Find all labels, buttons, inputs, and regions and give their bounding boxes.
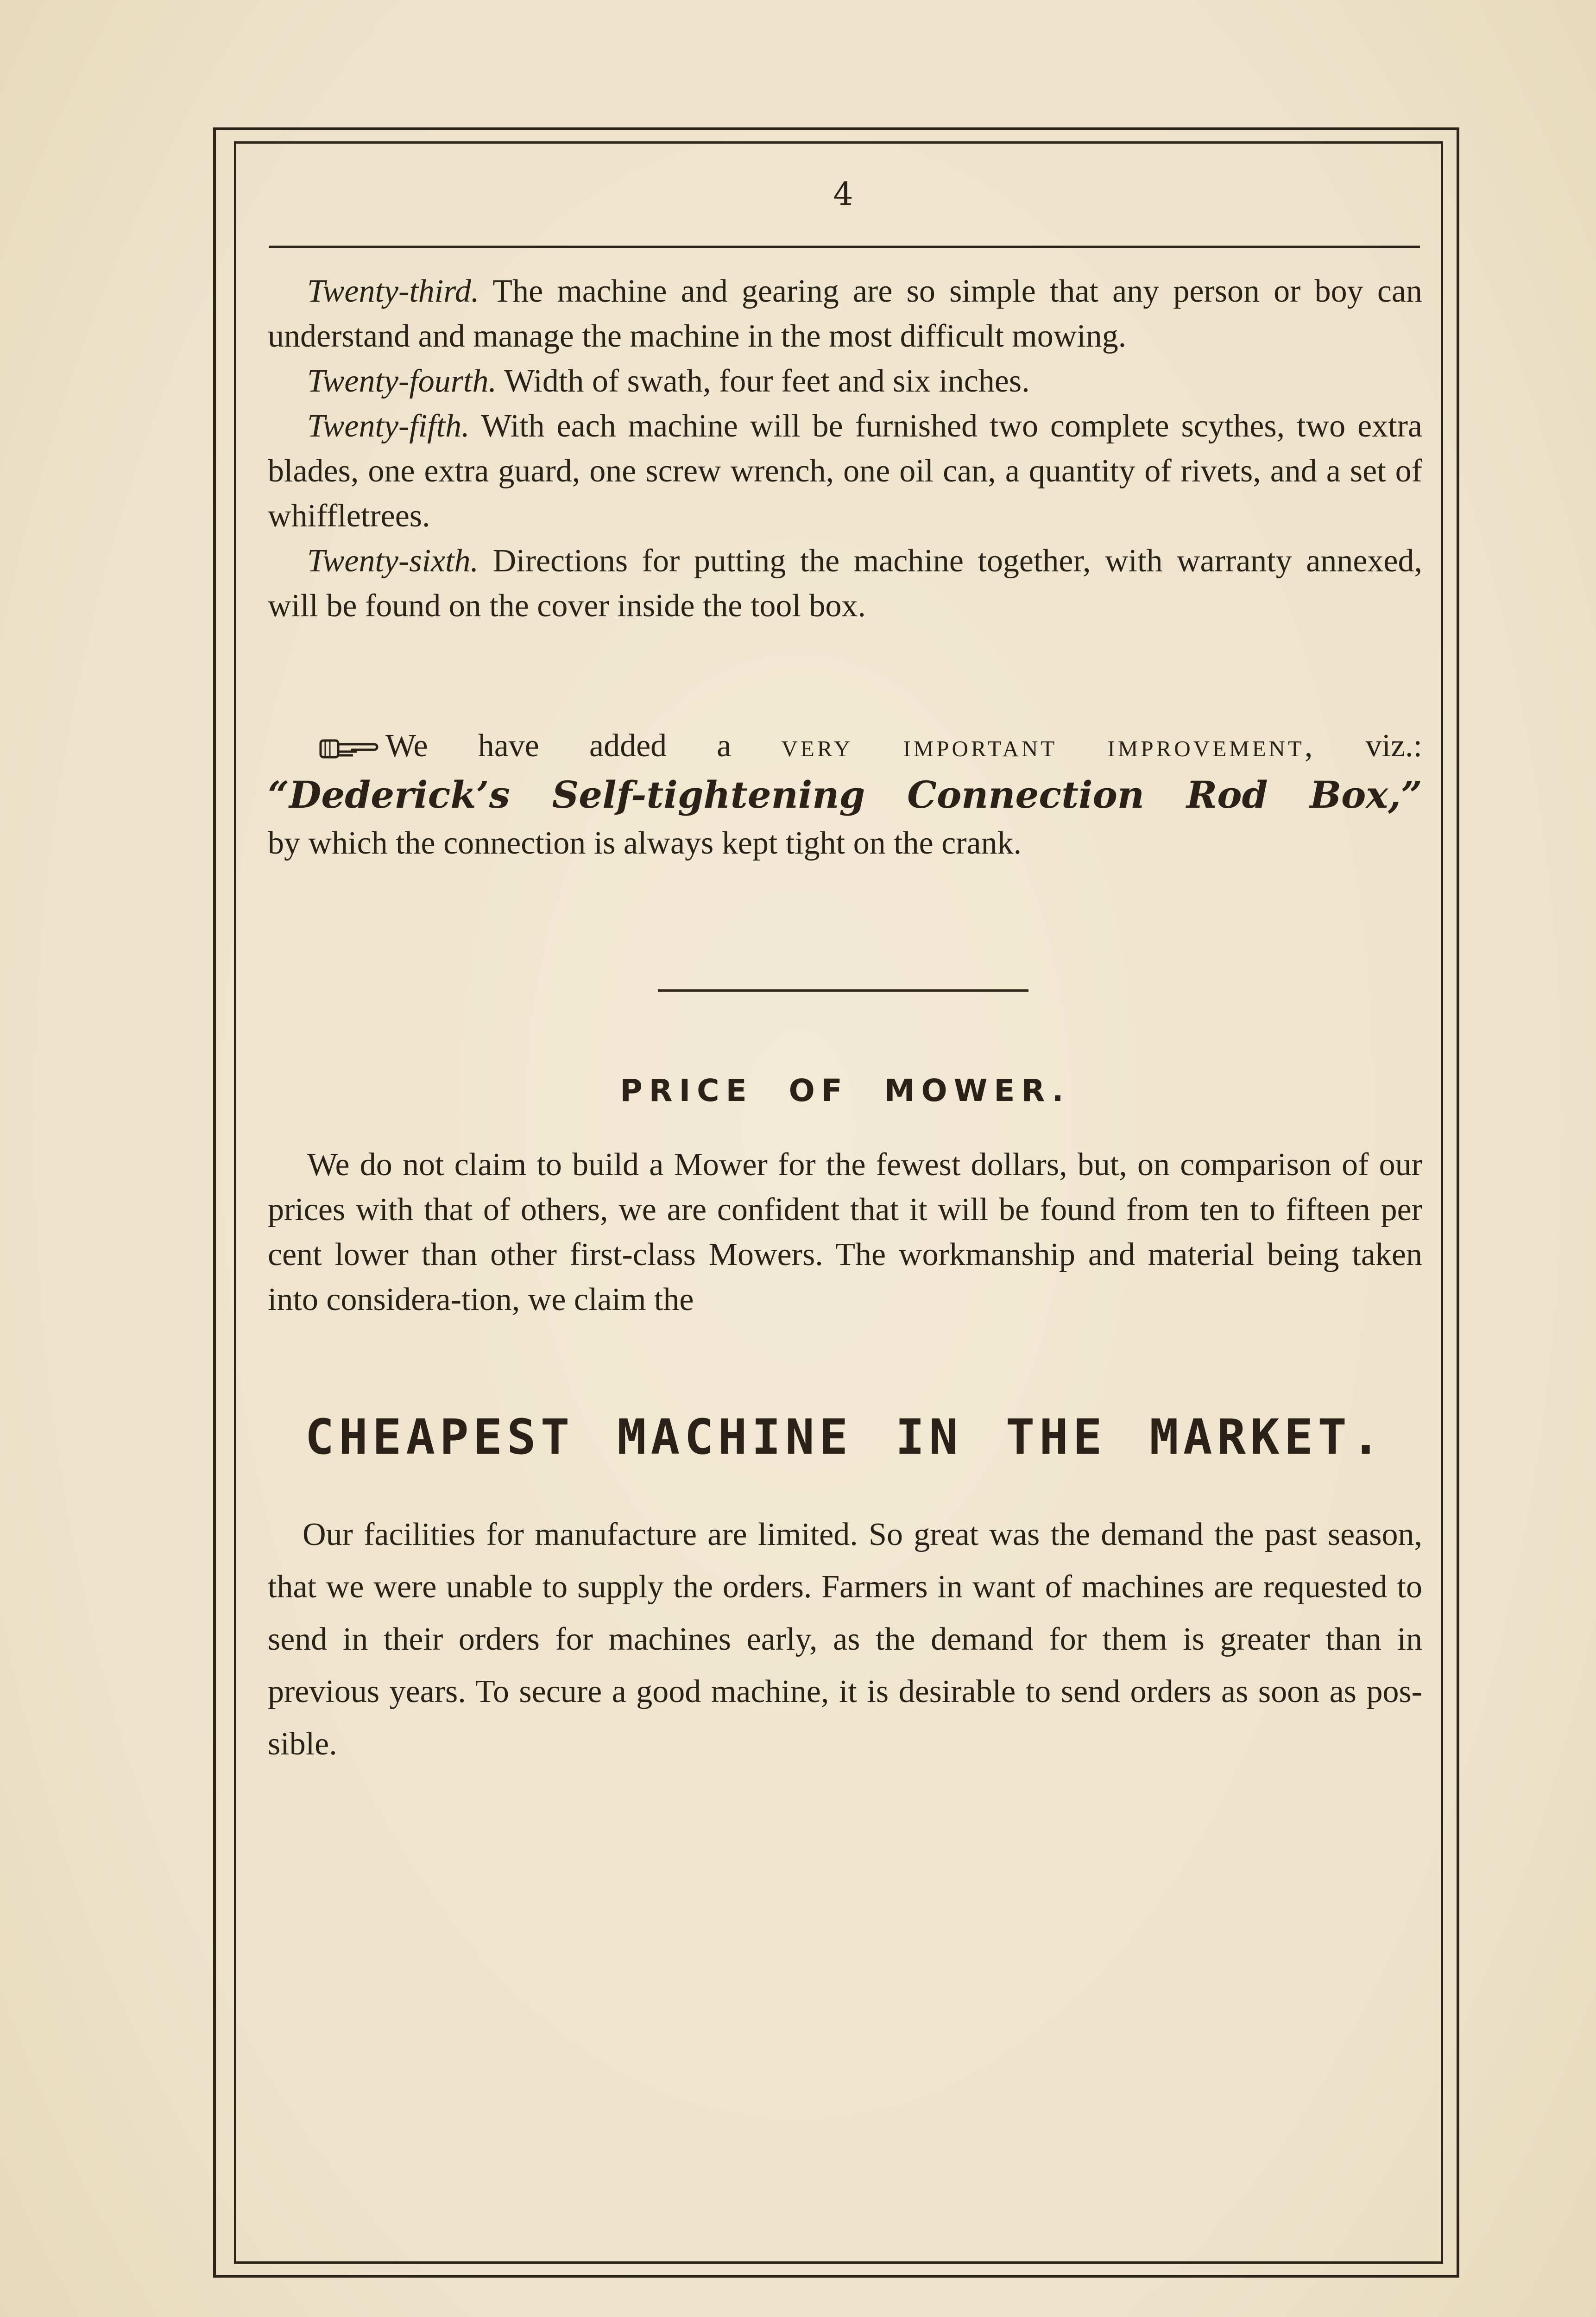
spec-lead: Twenty-sixth. <box>307 543 479 579</box>
spec-paragraph-twenty-fourth <box>268 359 1422 404</box>
notice-start <box>319 723 428 769</box>
notice-after-text: by which the connection is always kept tight on the crank. <box>268 825 1022 861</box>
pointing-hand-icon <box>319 738 379 760</box>
notice-word: improvement, <box>1107 728 1316 764</box>
product-word: “Dederick’s <box>268 773 510 817</box>
header-rule <box>269 246 1420 248</box>
product-name-line <box>268 769 1422 820</box>
improvement-notice <box>268 723 1422 867</box>
notice-word: We <box>385 728 428 764</box>
section-divider-rule <box>658 989 1028 992</box>
specifications-list <box>268 269 1422 628</box>
spec-paragraph-twenty-third <box>268 269 1422 359</box>
spec-text: The machine and gearing are so simple that any person or boy can understand and manage the machine in the most difficult mowing. <box>268 273 1422 354</box>
notice-line <box>268 723 1422 769</box>
notice-word: very <box>781 728 853 764</box>
spec-lead: Twenty-fifth. <box>307 408 470 444</box>
notice-word: important <box>903 728 1058 764</box>
spec-text: With each machine will be furnished two complete scythes, two extra blades, one extra guard, one screw wrench, one oil can, a quantity of rivets, and a set of whiffletrees. <box>268 408 1422 534</box>
price-intro-paragraph: We do not claim to build a Mower for the fewest dollars, but, on comparison of our prices with that of others, we are confident that it will be found from ten to fifteen per cent lower than other first-class Mowers. The workmanship and material being taken into considera-tion, we claim the <box>268 1147 1422 1317</box>
page-number: 4 <box>833 176 853 213</box>
spec-paragraph-twenty-fifth <box>268 404 1422 538</box>
price-intro-block <box>268 1142 1422 1322</box>
notice-word: added <box>589 728 667 764</box>
spec-text: Width of swath, four feet and six inches. <box>496 363 1030 399</box>
spec-lead: Twenty-fourth. <box>307 363 497 399</box>
spec-paragraph-twenty-sixth <box>268 538 1422 628</box>
spec-text: Directions for putting the machine together, with warranty annexed, will be found on the cover inside the tool box. <box>268 543 1422 624</box>
product-word: Connection <box>907 773 1144 817</box>
price-section-heading: PRICE OF MOWER. <box>620 1073 1070 1108</box>
notice-word: a <box>717 728 732 764</box>
product-word: Self-tightening <box>552 773 865 817</box>
notice-word: viz.: <box>1365 728 1422 764</box>
closing-paragraph: Our facilities for manufacture are limited. So great was the demand the past season, that we were unable to supply the orders. Farmers in want of machines are requested to send in their orders for machines early, as the demand for them is greater than in previous years. To secure a good machine, it is desirable to send orders as soon as pos-sible. <box>268 1517 1422 1762</box>
notice-word: have <box>478 728 539 764</box>
closing-block <box>268 1508 1422 1770</box>
product-word: Rod <box>1186 773 1268 817</box>
spec-lead: Twenty-third. <box>307 273 479 309</box>
cheapest-machine-heading: CHEAPEST MACHINE IN THE MARKET. <box>305 1409 1385 1465</box>
product-word: Box,” <box>1310 773 1422 817</box>
